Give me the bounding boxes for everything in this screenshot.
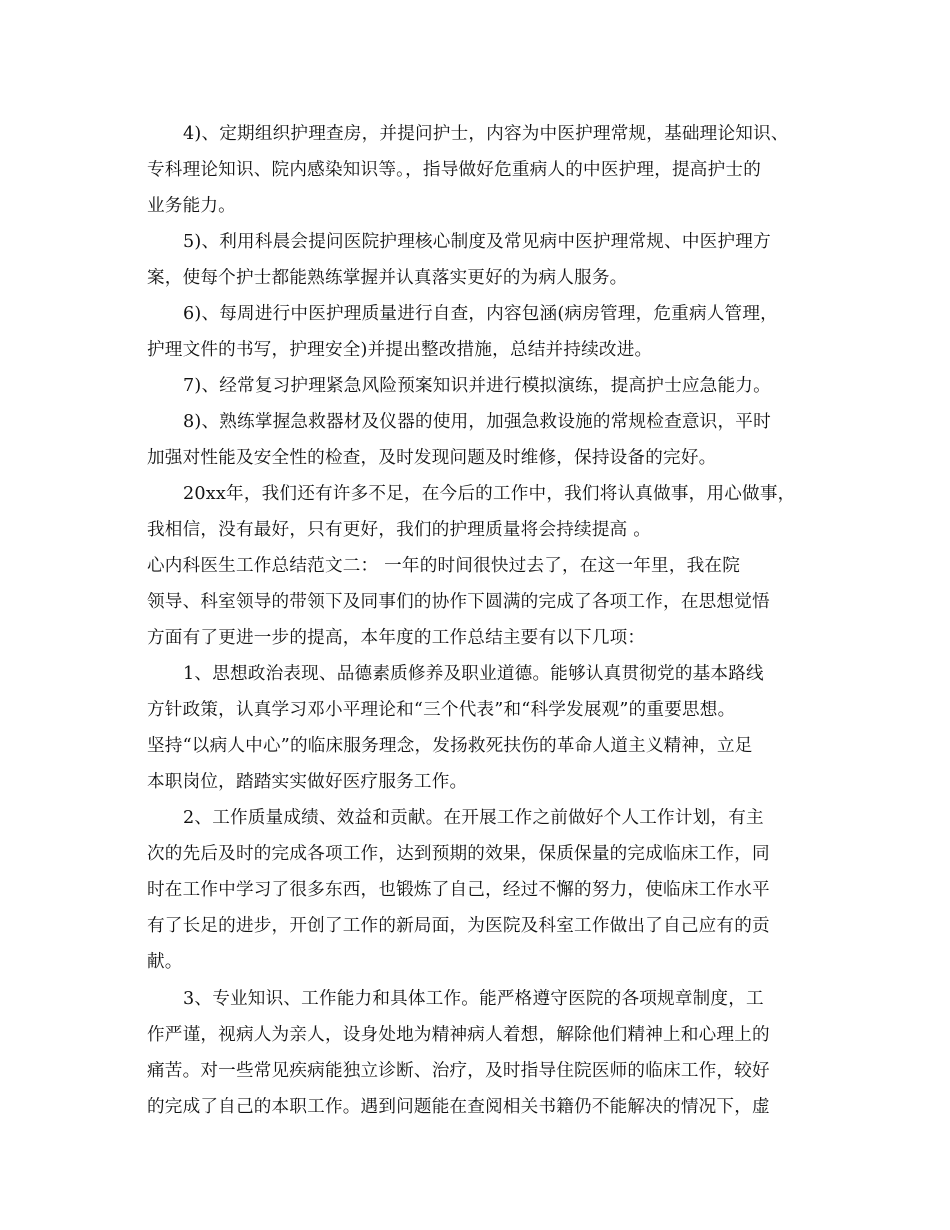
item-1-line-4: 本职岗位，踏踏实实做好医疗服务工作。 bbox=[147, 772, 468, 792]
paragraph-4-line-2: 专科理论知识、院内感染知识等。，指导做好危重病人的中医护理，提高护士的 bbox=[147, 160, 761, 180]
closing-paragraph-line-1: 20xx年，我们还有许多不足，在今后的工作中，我们将认真做事，用心做事， bbox=[183, 484, 796, 504]
item-1-line-2: 方针政策，认真学习邓小平理论和“三个代表”和“科学发展观”的重要思想。 bbox=[147, 700, 736, 720]
paragraph-8-line-1: 8)、熟练掌握急救器材及仪器的使用，加强急救设施的常规检查意识，平时 bbox=[183, 412, 771, 432]
paragraph-4-line-3: 业务能力。 bbox=[147, 196, 236, 216]
item-1-line-3: 坚持“以病人中心”的临床服务理念，发扬救死扶伤的革命人道主义精神，立足 bbox=[147, 736, 753, 756]
item-2-line-3: 时在工作中学习了很多东西，也锻炼了自己，经过不懈的努力，使临床工作水平 bbox=[147, 880, 770, 900]
document-body bbox=[147, 116, 813, 1125]
paragraph-8-line-2: 加强对性能及安全性的检查，及时发现问题及时维修，保持设备的完好。 bbox=[147, 448, 717, 468]
closing-paragraph-line-2: 我相信，没有最好，只有更好，我们的护理质量将会持续提高 。 bbox=[147, 520, 652, 540]
item-3-line-4: 的完成了自己的本职工作。遇到问题能在查阅相关书籍仍不能解决的情况下，虚 bbox=[147, 1097, 770, 1117]
paragraph-5-line-2: 案，使每个护士都能熟练掌握并认真落实更好的为病人服务。 bbox=[147, 268, 628, 288]
section-two-heading-line: 心内科医生工作总结范文二： 一年的时间很快过去了，在这一年里，我在院 bbox=[147, 556, 740, 576]
item-3-line-1: 3、专业知识、工作能力和具体工作。能严格遵守医院的各项规章制度，工 bbox=[183, 989, 764, 1009]
section-two-intro-line-3: 方面有了更进一步的提高，本年度的工作总结主要有以下几项： bbox=[147, 628, 646, 648]
item-2-line-4: 有了长足的进步，开创了工作的新局面，为医院及科室工作做出了自己应有的贡 bbox=[147, 916, 770, 936]
section-two-intro-line-2: 领导、科室领导的带领下及同事们的协作下圆满的完成了各项工作，在思想觉悟 bbox=[147, 592, 770, 612]
item-2-line-2: 次的先后及时的完成各项工作，达到预期的效果，保质保量的完成临床工作，同 bbox=[147, 844, 770, 864]
paragraph-4-line-1: 4)、定期组织护理查房，并提问护士，内容为中医护理常规，基础理论知识、 bbox=[183, 124, 789, 144]
item-3-line-2: 作严谨，视病人为亲人，设身处地为精神病人着想，解除他们精神上和心理上的 bbox=[147, 1025, 770, 1045]
item-2-line-1: 2、工作质量成绩、效益和贡献。在开展工作之前做好个人工作计划，有主 bbox=[183, 808, 764, 828]
paragraph-6-line-1: 6)、每周进行中医护理质量进行自查，内容包涵(病房管理，危重病人管理， bbox=[183, 304, 778, 324]
item-3-line-3: 痛苦。对一些常见疾病能独立诊断、治疗，及时指导住院医师的临床工作，较好 bbox=[147, 1061, 770, 1081]
item-1-line-1: 1、思想政治表现、品德素质修养及职业道德。能够认真贯彻党的基本路线 bbox=[183, 664, 764, 684]
paragraph-7-line-1: 7)、经常复习护理紧急风险预案知识并进行模拟演练，提高护士应急能力。 bbox=[183, 376, 771, 396]
paragraph-6-line-2: 护理文件的书写，护理安全)并提出整改措施，总结并持续改进。 bbox=[147, 340, 653, 360]
item-2-line-5: 献。 bbox=[147, 952, 183, 972]
paragraph-5-line-1: 5)、利用科晨会提问医院护理核心制度及常见病中医护理常规、中医护理方 bbox=[183, 232, 771, 252]
